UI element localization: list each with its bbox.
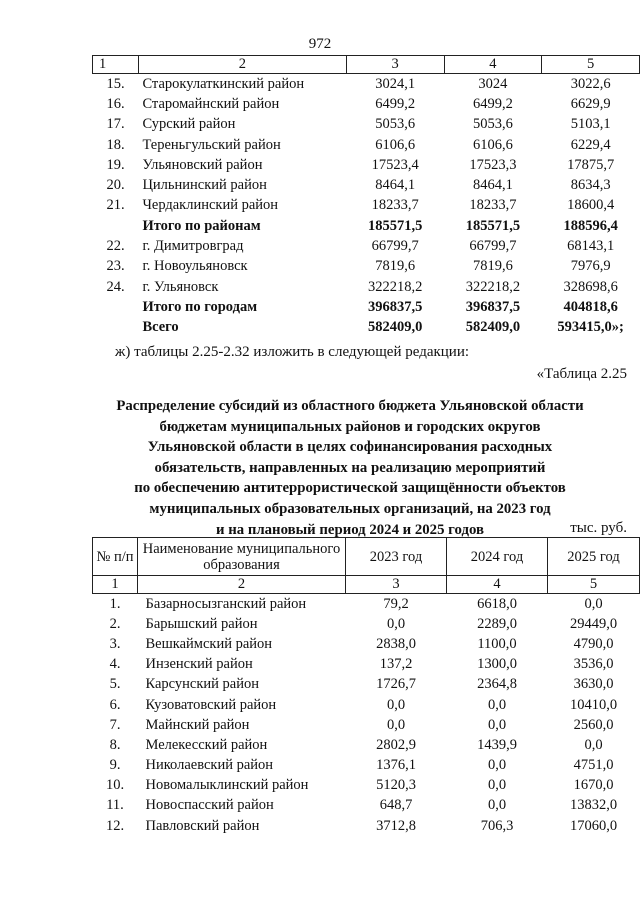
value-cell: 6499,2 [472,95,513,112]
value-cell: 6106,6 [375,136,416,153]
value-cell: 1300,0 [477,656,517,673]
value-cell: 7976,9 [570,258,611,275]
column-number: 2 [138,56,346,74]
continuation-table [92,55,640,338]
row-number [93,297,139,317]
district-name: Старокулаткинский район [142,75,305,92]
column-number: 1 [93,56,139,74]
header-year-2023: 2023 год [346,538,447,576]
value-cell: 322218,2 [367,278,423,295]
district-name: Всего [142,319,179,336]
value-cell: 2364,8 [477,676,517,693]
value-cell: 4790,0 [573,635,614,652]
row-number: 19. [106,156,125,173]
value-cell: 0,0 [386,696,406,713]
value-cell: 66799,7 [371,238,419,255]
value-cell: 0,0 [584,736,603,753]
table-header-row [93,538,640,576]
value-cell: 6106,6 [472,136,513,153]
row-number: 6. [109,696,121,713]
column-number: 3 [346,576,447,594]
district-name: Мелекесский район [145,736,268,753]
value-cell: 0,0 [386,716,406,733]
table-row [93,236,640,256]
value-cell: 1100,0 [477,635,517,652]
row-number: 10. [105,777,125,794]
table-row [93,634,640,654]
district-name: Базарносызганский район [145,595,307,612]
value-cell: 6499,2 [375,95,416,112]
value-cell: 1726,7 [376,676,416,693]
value-cell: 0,0 [584,595,603,612]
column-number-row [93,576,640,594]
row-number: 1. [109,595,121,612]
row-number: 17. [106,116,125,133]
table-row [93,155,640,175]
value-cell: 582409,0 [367,319,423,336]
value-cell: 2560,0 [573,716,614,733]
value-cell: 582409,0 [465,319,521,336]
table-row [93,115,640,135]
district-name: Цильнинский район [142,177,267,194]
value-cell: 18600,4 [567,197,615,214]
value-cell: 17060,0 [569,817,618,834]
district-name: г. Димитровград [142,238,244,255]
row-number: 4. [109,656,121,673]
title-line: обязательств, направленных на реализацию мероприятий [154,459,546,476]
value-cell: 17523,4 [371,156,419,173]
district-name: Павловский район [145,817,260,834]
value-cell: 1439,9 [477,736,517,753]
value-cell: 2289,0 [477,615,517,632]
value-cell: 5053,6 [375,116,416,133]
table-row [93,94,640,114]
table-row [93,675,640,695]
header-year-2024: 2024 год [447,538,548,576]
value-cell: 396837,5 [465,298,521,315]
value-cell: 137,2 [379,656,413,673]
title-line: и на плановый период 2024 и 2025 годов [215,521,485,538]
value-cell: 593415,0»; [557,319,624,336]
value-cell: 6618,0 [477,595,517,612]
district-name: г. Новоульяновск [142,258,248,275]
value-cell: 185571,5 [367,217,423,234]
district-name: Инзенский район [145,656,253,673]
column-number: 3 [346,56,444,74]
header-number: № п/п [93,538,138,576]
row-number [93,216,139,236]
total-row [93,318,640,338]
value-cell: 3630,0 [573,676,614,693]
district-name: Итого по районам [142,217,261,234]
district-name: Чердаклинский район [142,197,279,214]
value-cell: 706,3 [480,817,514,834]
district-name: Старомайнский район [142,95,280,112]
table-row [93,175,640,195]
value-cell: 0,0 [487,797,507,814]
amendment-paragraph: ж) таблицы 2.25-2.32 изложить в следующей редакции: [115,344,470,360]
row-number: 21. [106,197,125,214]
table-row [93,257,640,277]
title-line: Ульяновской области в целях софинансирования расходных [147,439,553,456]
value-cell: 0,0 [386,615,406,632]
table-row [93,74,640,95]
district-name: Николаевский район [145,757,274,774]
value-cell: 17875,7 [567,156,615,173]
row-number: 18. [106,136,125,153]
row-number: 9. [109,757,121,774]
value-cell: 18233,7 [371,197,419,214]
column-number-row [93,56,640,74]
table-title [80,396,620,540]
column-number: 1 [93,576,138,594]
table-row [93,594,640,615]
column-number: 5 [548,576,640,594]
value-cell: 1670,0 [573,777,614,794]
value-cell: 5103,1 [570,116,611,133]
value-cell: 185571,5 [465,217,521,234]
value-cell: 7819,6 [375,258,416,275]
title-line: бюджетам муниципальных районов и городских округов [159,418,541,435]
row-number: 7. [109,716,121,733]
value-cell: 18233,7 [469,197,517,214]
value-cell: 10410,0 [569,696,618,713]
district-name: Кузоватовский район [145,696,277,713]
value-cell: 68143,1 [567,238,615,255]
row-number: 16. [106,95,125,112]
row-number: 15. [106,75,125,92]
district-name: Майнский район [145,716,250,733]
page-number: 972 [308,36,332,52]
value-cell: 328698,6 [563,278,618,295]
row-number: 20. [106,177,125,194]
value-cell: 3022,6 [570,75,611,92]
value-cell: 0,0 [487,757,507,774]
row-number: 22. [106,238,125,255]
row-number: 8. [109,736,121,753]
value-cell: 7819,6 [472,258,513,275]
row-number: 11. [106,797,124,814]
value-cell: 648,7 [379,797,413,814]
value-cell: 5120,3 [376,777,416,794]
value-cell: 0,0 [487,777,507,794]
value-cell: 6629,9 [570,95,611,112]
value-cell: 17523,3 [469,156,517,173]
value-cell: 396837,5 [367,298,423,315]
district-name: Барышский район [145,615,258,632]
value-cell: 1376,1 [376,757,416,774]
value-cell: 188596,4 [563,217,618,234]
value-cell: 8464,1 [472,177,513,194]
value-cell: 13832,0 [569,797,618,814]
units-label: тыс. руб. [570,520,627,536]
value-cell: 79,2 [383,595,409,612]
title-line: Распределение субсидий из областного бюджета Ульяновской области [116,398,584,414]
district-name: Ульяновский район [142,156,263,173]
value-cell: 2838,0 [376,635,416,652]
value-cell: 4751,0 [573,757,614,774]
row-number: 5. [109,676,121,693]
total-row [93,297,640,317]
header-year-2025: 2025 год [548,538,640,576]
value-cell: 322218,2 [465,278,521,295]
title-line: по обеспечению антитеррористической защищённости объектов [134,480,566,497]
table-row [93,196,640,216]
district-name: Новоспасский район [145,797,274,814]
table-row [93,735,640,755]
district-name: Вешкаймский район [145,635,273,652]
district-name: Тереньгульский район [142,136,281,153]
value-cell: 29449,0 [569,615,618,632]
table-row [93,756,640,776]
table-row [93,715,640,735]
district-name: г. Ульяновск [142,278,219,295]
value-cell: 3536,0 [573,656,614,673]
value-cell: 6229,4 [570,136,611,153]
value-cell: 404818,6 [563,298,618,315]
district-name: Карсунский район [145,676,260,693]
value-cell: 2802,9 [376,736,416,753]
row-number: 12. [105,817,125,834]
row-number [93,318,139,338]
table-reference: «Таблица 2.25 [536,366,627,382]
table-row [93,816,640,836]
row-number: 3. [109,635,121,652]
row-number: 24. [106,278,125,295]
value-cell: 3024 [478,75,508,92]
row-number: 2. [109,615,121,632]
value-cell: 0,0 [487,696,507,713]
table-row [93,277,640,297]
title-line: муниципальных образовательных организаций, на 2023 год [149,500,551,517]
value-cell: 3024,1 [375,75,416,92]
value-cell: 8464,1 [375,177,416,194]
value-cell: 3712,8 [376,817,416,834]
district-name: Новомалыклинский район [145,777,309,794]
table-row [93,135,640,155]
column-number: 4 [444,56,542,74]
value-cell: 5053,6 [472,116,513,133]
column-number: 2 [138,576,346,594]
table-row [93,695,640,715]
total-row [93,216,640,236]
table-row [93,796,640,816]
district-name: Итого по городам [142,298,258,315]
table-row [93,614,640,634]
value-cell: 66799,7 [469,238,517,255]
header-name: Наименование муниципального образования [138,538,346,576]
value-cell: 0,0 [487,716,507,733]
district-name: Сурский район [142,116,236,133]
row-number: 23. [106,258,125,275]
column-number: 4 [447,576,548,594]
table-row [93,776,640,796]
value-cell: 8634,3 [570,177,611,194]
column-number: 5 [542,56,640,74]
subsidy-table [92,537,640,836]
table-row [93,655,640,675]
